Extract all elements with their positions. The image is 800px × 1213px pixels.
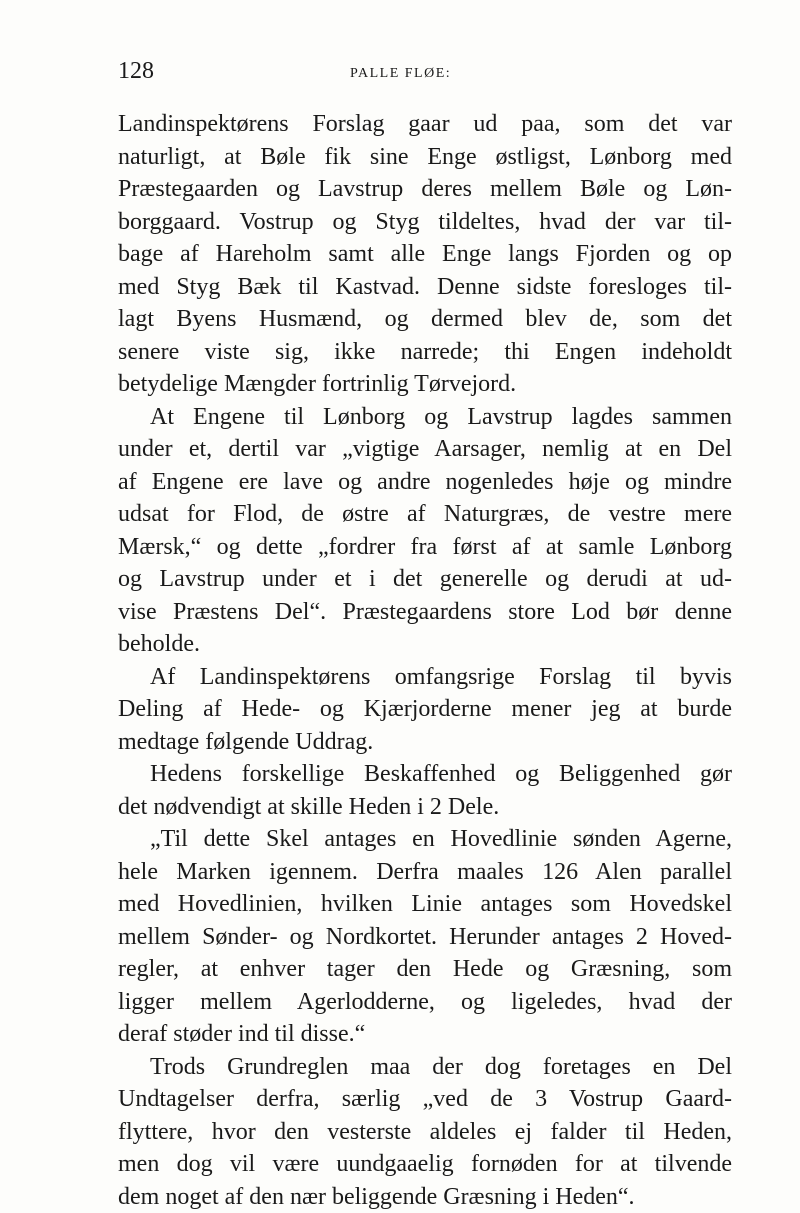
text-line: Mærsk,“ og dette „fordrer fra først af at samle Lønborg (118, 531, 732, 564)
page-header (118, 58, 738, 92)
paragraph (118, 1051, 732, 1213)
text-line: bage af Hareholm samt alle Enge langs Fjorden og op (118, 238, 732, 271)
text-line: lagt Byens Husmænd, og dermed blev de, som det (118, 303, 732, 336)
text-line: Trods Grundreglen maa der dog foretages en Del (118, 1051, 732, 1084)
paragraph (118, 401, 732, 661)
body-text (118, 108, 732, 1213)
text-line: Undtagelser derfra, særlig „ved de 3 Vostrup Gaard- (118, 1083, 732, 1116)
text-line: ligger mellem Agerlodderne, og ligeledes, hvad der (118, 986, 732, 1019)
text-line: Hedens forskellige Beskaffenhed og Beliggenhed gør (118, 758, 732, 791)
text-line: Landinspektørens Forslag gaar ud paa, som det var (118, 108, 732, 141)
text-line: borggaard. Vostrup og Styg tildeltes, hvad der var til- (118, 206, 732, 239)
running-head: PALLE FLØE: (350, 66, 451, 82)
text-line: beholde. (118, 628, 732, 661)
text-line: Deling af Hede- og Kjærjorderne mener jeg at burde (118, 693, 732, 726)
text-line: At Engene til Lønborg og Lavstrup lagdes sammen (118, 401, 732, 434)
text-line: vise Præstens Del“. Præstegaardens store Lod bør denne (118, 596, 732, 629)
text-line: hele Marken igennem. Derfra maales 126 Alen parallel (118, 856, 732, 889)
text-line: med Styg Bæk til Kastvad. Denne sidste foresloges til- (118, 271, 732, 304)
text-line: med Hovedlinien, hvilken Linie antages som Hovedskel (118, 888, 732, 921)
paragraph (118, 108, 732, 401)
text-line: men dog vil være uundgaaelig fornøden for at tilvende (118, 1148, 732, 1181)
text-line: naturligt, at Bøle fik sine Enge østligst, Lønborg med (118, 141, 732, 174)
text-line: det nødvendigt at skille Heden i 2 Dele. (118, 791, 732, 824)
text-line: under et, dertil var „vigtige Aarsager, nemlig at en Del (118, 433, 732, 466)
text-line: deraf støder ind til disse.“ (118, 1018, 732, 1051)
text-line: senere viste sig, ikke narrede; thi Engen indeholdt (118, 336, 732, 369)
page-number: 128 (118, 58, 154, 85)
text-line: dem noget af den nær beliggende Græsning i Heden“. (118, 1181, 732, 1213)
text-line: flyttere, hvor den vesterste aldeles ej falder til Heden, (118, 1116, 732, 1149)
text-line: betydelige Mængder fortrinlig Tørvejord. (118, 368, 732, 401)
text-line: og Lavstrup under et i det generelle og derudi at ud- (118, 563, 732, 596)
text-line: udsat for Flod, de østre af Naturgræs, de vestre mere (118, 498, 732, 531)
text-line: „Til dette Skel antages en Hovedlinie sønden Agerne, (118, 823, 732, 856)
text-line: Af Landinspektørens omfangsrige Forslag til byvis (118, 661, 732, 694)
text-line: regler, at enhver tager den Hede og Græsning, som (118, 953, 732, 986)
text-line: medtage følgende Uddrag. (118, 726, 732, 759)
text-line: mellem Sønder- og Nordkortet. Herunder antages 2 Hoved- (118, 921, 732, 954)
paragraph (118, 661, 732, 759)
paragraph (118, 823, 732, 1051)
paragraph (118, 758, 732, 823)
text-line: af Engene ere lave og andre nogenledes høje og mindre (118, 466, 732, 499)
text-line: Præstegaarden og Lavstrup deres mellem Bøle og Løn- (118, 173, 732, 206)
